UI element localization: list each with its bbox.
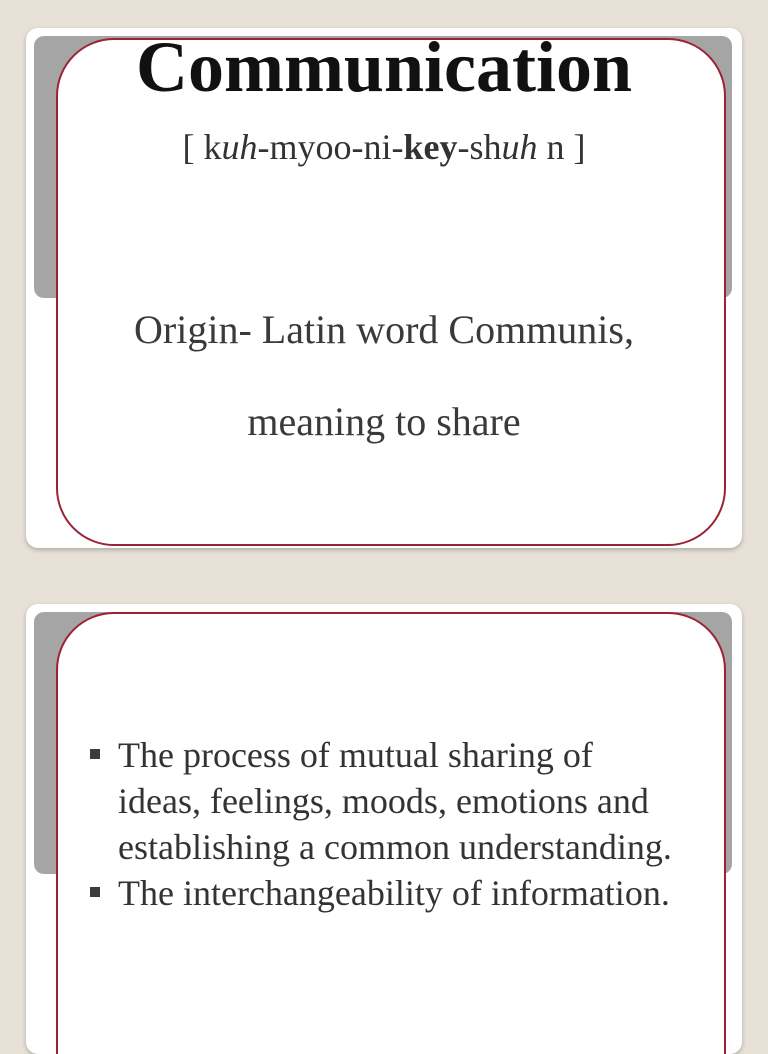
pron-part-5: uh — [501, 127, 538, 167]
origin-line-2: meaning to share — [247, 399, 521, 444]
list-item — [84, 732, 684, 870]
bullet-list — [84, 732, 684, 916]
origin-line-1: Origin- Latin word Communis, — [134, 307, 634, 352]
slide-1 — [26, 28, 742, 548]
square-bullet-icon — [90, 887, 100, 897]
slide-title: Communication — [135, 28, 633, 107]
bullet-text: The process of mutual sharing of ideas, feelings, moods, emotions and establishing a common understanding. — [118, 735, 672, 867]
pronunciation — [26, 126, 742, 168]
square-bullet-icon — [90, 749, 100, 759]
pron-part-2: -myoo-ni- — [257, 127, 404, 167]
bullet-text: The interchangeability of information. — [118, 873, 670, 913]
list-item — [84, 870, 684, 916]
slide-2 — [26, 604, 742, 1054]
pron-part-3: key — [403, 127, 458, 167]
pron-part-1: uh — [221, 127, 258, 167]
pron-close: n ] — [537, 127, 586, 167]
content-panel — [56, 38, 726, 546]
pron-open: [ k — [182, 127, 222, 167]
pron-part-4: -sh — [457, 127, 502, 167]
